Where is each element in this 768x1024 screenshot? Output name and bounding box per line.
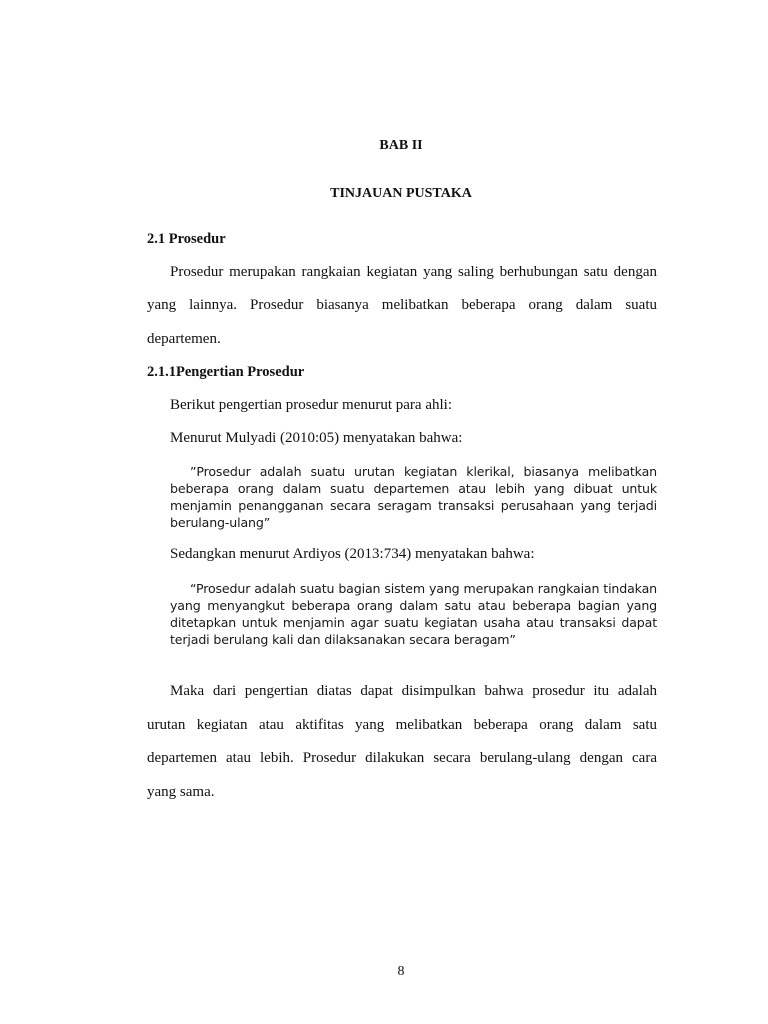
quote-line: terjadi berulang kali dan dilaksanakan secara beragam”	[170, 632, 516, 647]
conclusion-line: Maka dari pengertian diatas dapat disimpulkan bahwa prosedur itu adalah	[170, 683, 657, 699]
mulyadi-intro-line: Menurut Mulyadi (2010:05) menyatakan bahwa:	[170, 430, 463, 446]
chapter-label: BAB II	[379, 138, 423, 153]
page-number: 8	[397, 964, 405, 979]
subsection-heading: 2.1.1Pengertian Prosedur	[147, 364, 305, 380]
paragraph-line: departemen.	[147, 331, 221, 347]
quote-line: beberapa orang dalam suatu departemen atau lebih yang dibuat untuk	[170, 481, 657, 496]
conclusion-line: departemen atau lebih. Prosedur dilakukan secara berulang-ulang dengan cara	[147, 750, 657, 766]
conclusion-line: yang sama.	[147, 784, 215, 800]
conclusion-line: urutan kegiatan atau aktifitas yang melibatkan beberapa orang dalam satu	[147, 717, 657, 733]
paragraph-line: yang lainnya. Prosedur biasanya melibatkan beberapa orang dalam suatu	[147, 297, 657, 313]
quote-line: “Prosedur adalah suatu bagian sistem yang merupakan rangkaian tindakan	[190, 581, 657, 596]
section-heading: 2.1 Prosedur	[147, 231, 226, 247]
quote-line: menjamin penangganan secara seragam transaksi perusahaan yang terjadi	[170, 498, 657, 513]
paragraph-line: Prosedur merupakan rangkaian kegiatan yang saling berhubungan satu dengan	[170, 264, 657, 280]
chapter-title: TINJAUAN PUSTAKA	[330, 186, 472, 201]
ardiyos-intro-line: Sedangkan menurut Ardiyos (2013:734) menyatakan bahwa:	[170, 546, 535, 562]
quote-line: ”Prosedur adalah suatu urutan kegiatan klerikal, biasanya melibatkan	[190, 464, 657, 479]
quote-line: berulang-ulang”	[170, 515, 271, 530]
ardiyos-quote	[170, 580, 657, 648]
quote-line: yang menyangkut beberapa orang dalam satu atau beberapa bagian yang	[170, 598, 657, 613]
mulyadi-quote	[170, 463, 657, 531]
quote-line: ditetapkan untuk menjamin agar suatu kegiatan usaha atau transaksi dapat	[170, 615, 657, 630]
intro-line: Berikut pengertian prosedur menurut para ahli:	[170, 397, 452, 413]
